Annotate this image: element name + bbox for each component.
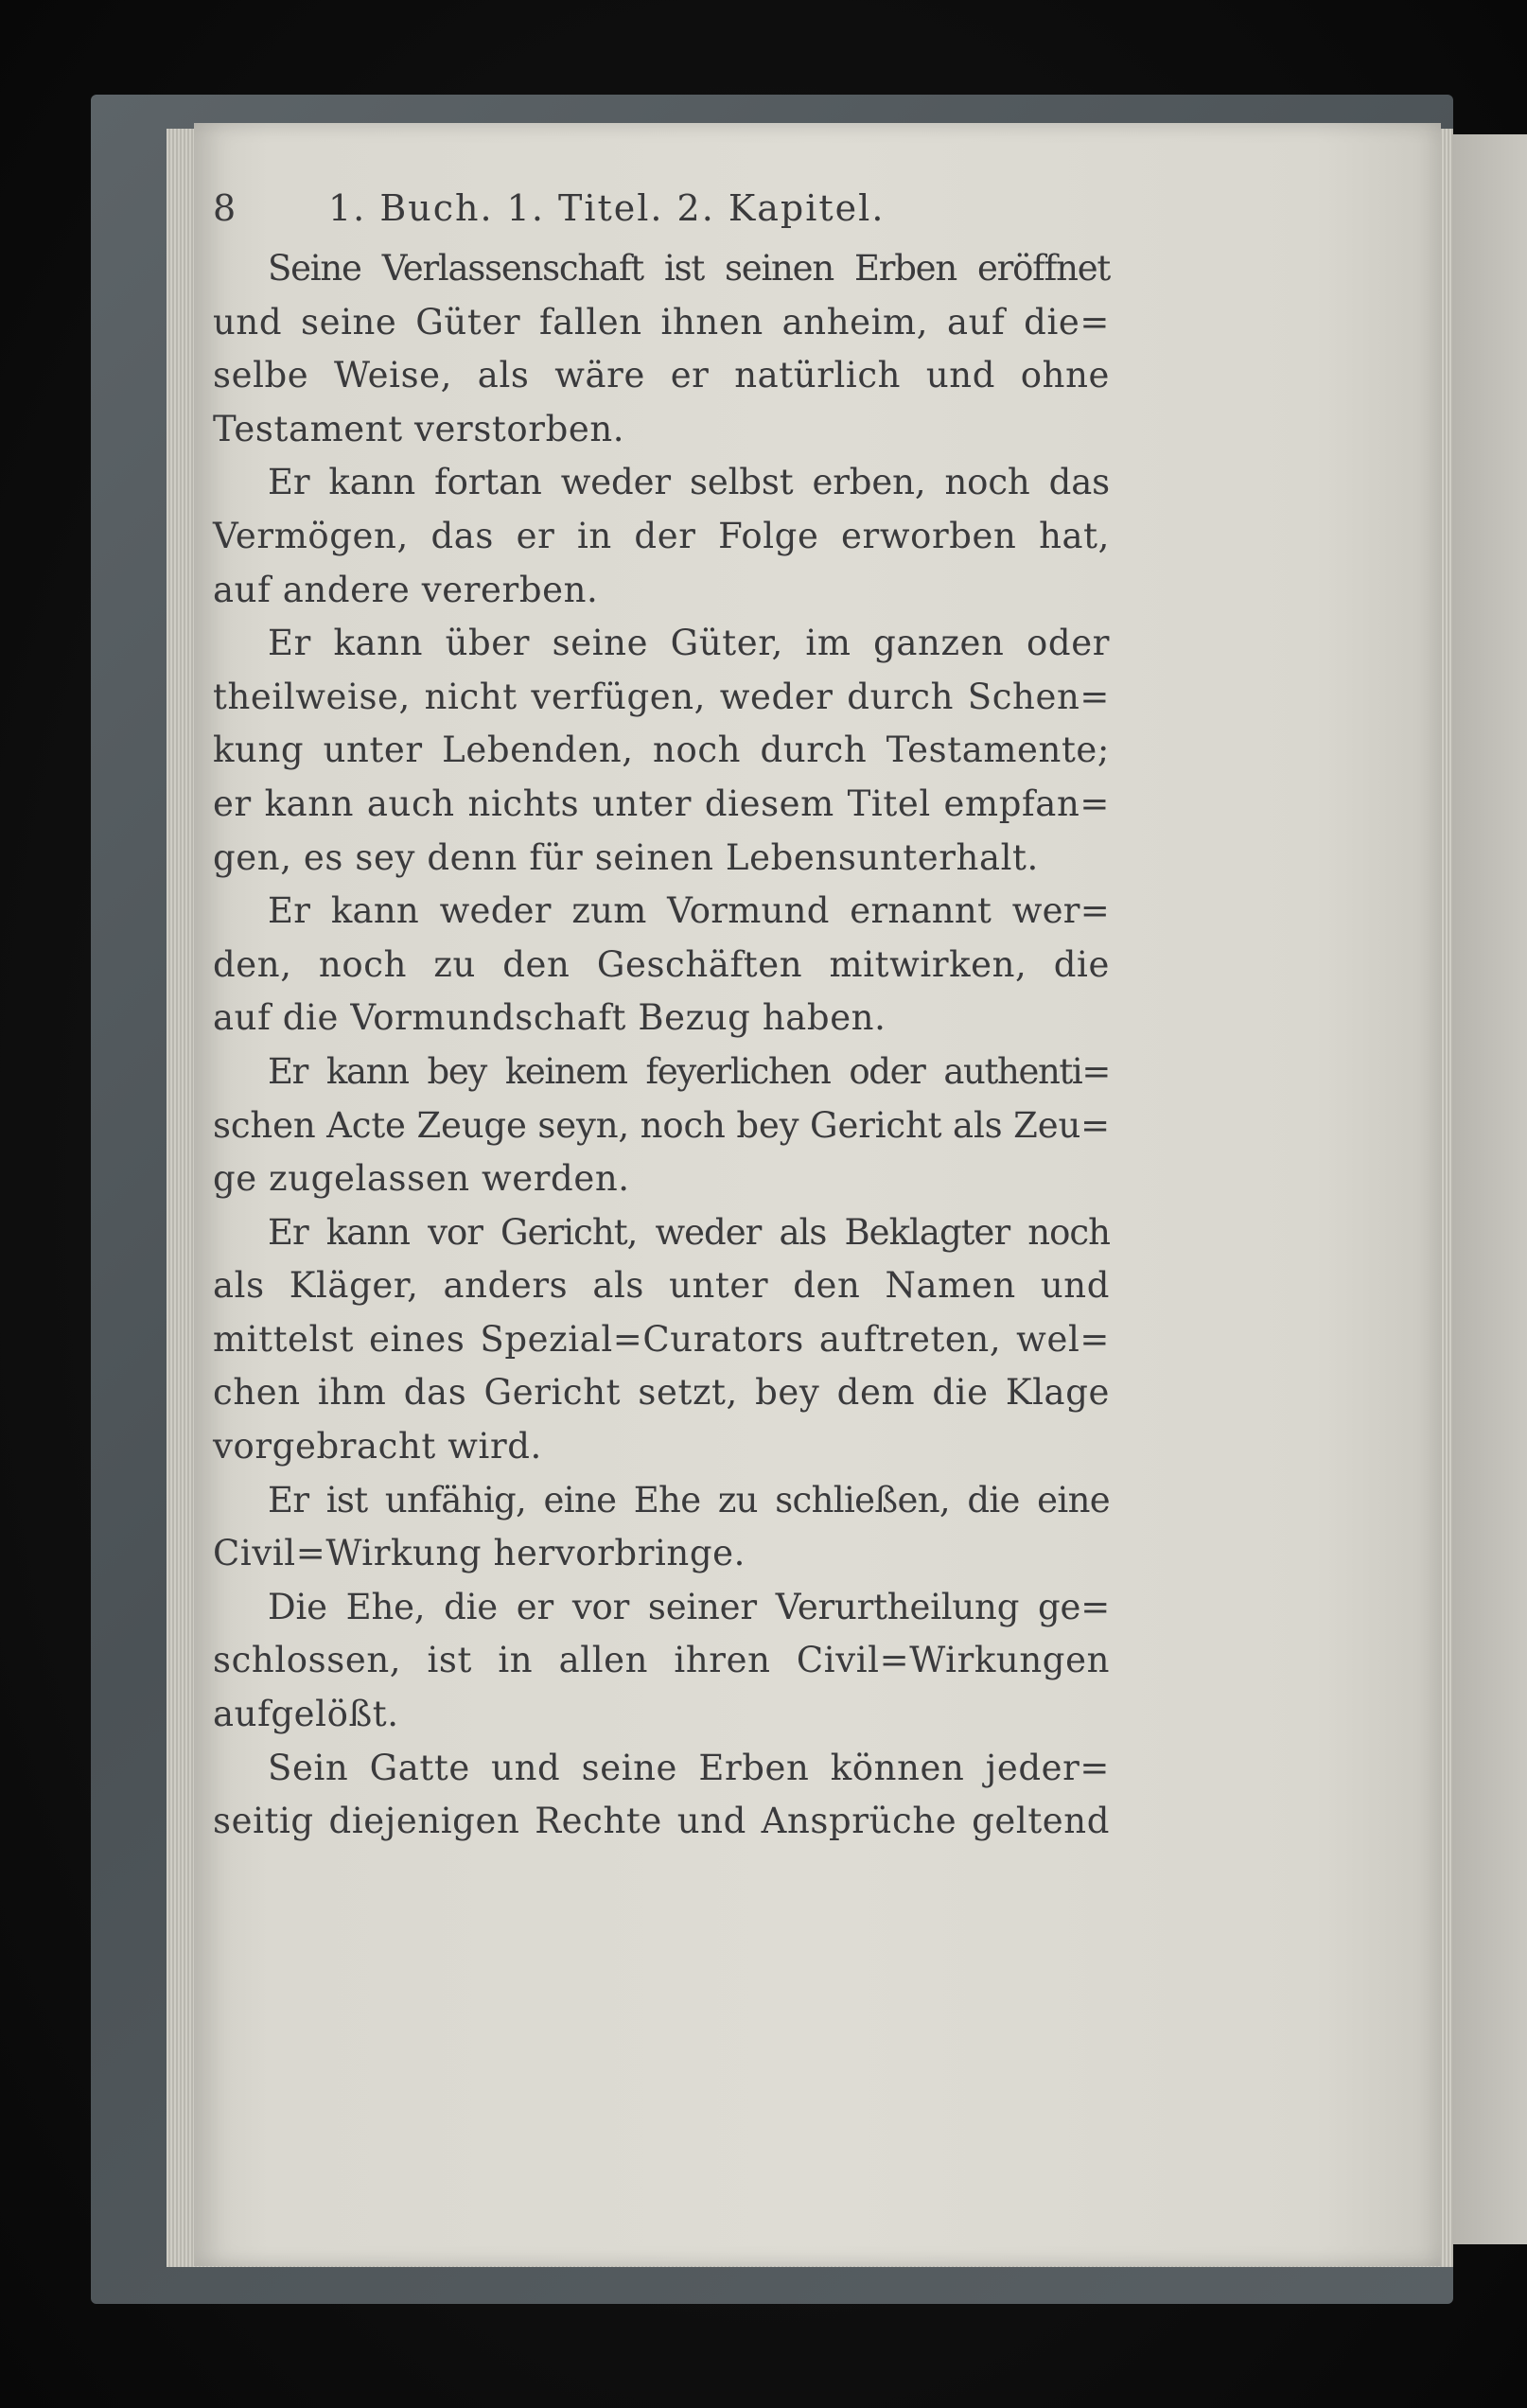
text-line: seitig diejenigen Rechte und Ansprüche geltend — [213, 1801, 1110, 1842]
page-header — [213, 187, 1110, 242]
text-line: mittelst eines Spezial=Curators auftreten, wel= — [213, 1318, 1110, 1360]
text-line: auf andere vererben. — [213, 569, 599, 610]
paragraph — [213, 1046, 1110, 1206]
text-line: gen, es sey denn für seinen Lebensunterhalt. — [213, 836, 1039, 878]
page-number: 8 — [213, 187, 238, 229]
paragraph — [213, 885, 1110, 1046]
paragraph — [213, 242, 1110, 456]
text-line: Er kann vor Gericht, weder als Beklagter noch — [268, 1211, 1110, 1253]
text-line: er kann auch nichts unter diesem Titel empfan= — [213, 782, 1110, 824]
text-line: Er kann über seine Güter, im ganzen oder — [268, 623, 1110, 664]
text-line: Seine Verlassenschaft ist seinen Erben eröffnet — [268, 248, 1110, 289]
paragraph — [213, 456, 1110, 617]
text-line: Er kann fortan weder selbst erben, noch das — [268, 462, 1110, 503]
text-line: als Kläger, anders als unter den Namen und — [213, 1265, 1110, 1307]
text-line: Die Ehe, die er vor seiner Verurtheilung ge= — [268, 1586, 1110, 1627]
paragraph — [213, 617, 1110, 885]
paragraph — [213, 1581, 1110, 1742]
text-line: schen Acte Zeuge seyn, noch bey Gericht als Zeu= — [213, 1104, 1110, 1146]
text-line: theilweise, nicht verfügen, weder durch Schen= — [213, 676, 1110, 717]
text-line: Er kann weder zum Vormund ernannt wer= — [268, 890, 1110, 932]
text-line: chen ihm das Gericht setzt, bey dem die Klage — [213, 1372, 1110, 1414]
paragraph — [213, 1474, 1110, 1581]
text-line: aufgelößt. — [213, 1694, 399, 1735]
text-line: selbe Weise, als wäre er natürlich und ohne — [213, 355, 1110, 396]
text-line: den, noch zu den Geschäften mitwirken, die — [213, 943, 1110, 985]
text-line: ge zugelassen werden. — [213, 1158, 630, 1200]
text-line: Er ist unfähig, eine Ehe zu schließen, die eine — [268, 1479, 1110, 1520]
text-line: Civil=Wirkung hervorbringe. — [213, 1533, 746, 1574]
text-line: und seine Güter fallen ihnen anheim, auf die= — [213, 301, 1110, 343]
paragraph — [213, 1206, 1110, 1474]
text-line: schlossen, ist in allen ihren Civil=Wirkungen — [213, 1640, 1110, 1681]
text-line: Vermögen, das er in der Folge erworben hat, — [213, 515, 1110, 556]
text-line: Sein Gatte und seine Erben können jeder= — [268, 1747, 1110, 1788]
text-line: kung unter Lebenden, noch durch Testamente; — [213, 729, 1110, 771]
text-line: Testament verstorben. — [213, 408, 625, 449]
paragraph — [213, 1742, 1110, 1849]
text-line: vorgebracht wird. — [213, 1426, 542, 1468]
text-line: Er kann bey keinem feyerlichen oder authenti= — [268, 1050, 1110, 1092]
text-line: auf die Vormundschaft Bezug haben. — [213, 997, 886, 1039]
running-head: 1. Buch. 1. Titel. 2. Kapitel. — [328, 187, 886, 229]
page-text — [213, 187, 1110, 1849]
